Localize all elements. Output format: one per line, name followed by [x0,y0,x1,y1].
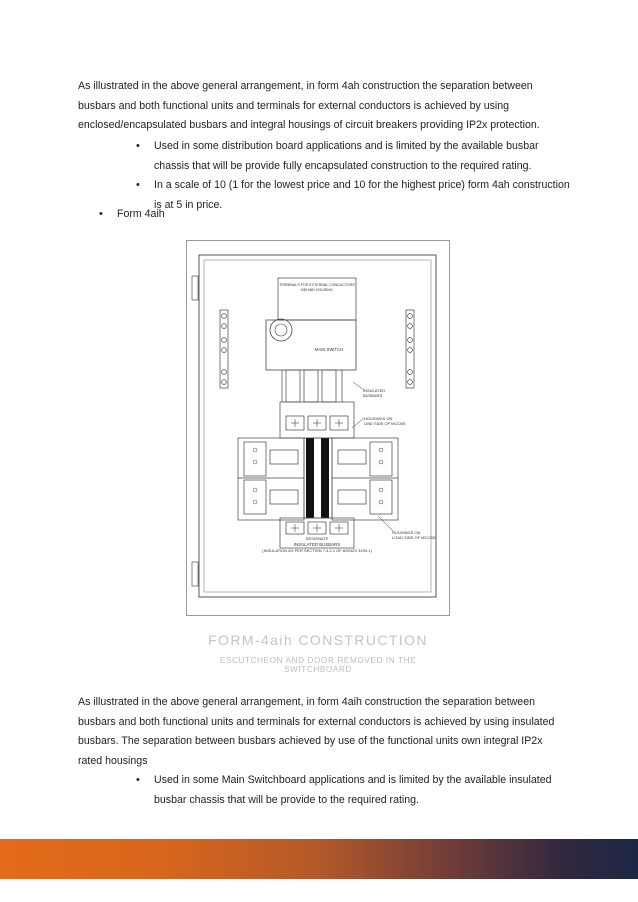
footer-gradient-bar [0,839,638,879]
paragraph-form-4aih: As illustrated in the above general arrangement, in form 4aih construction the separation between busbars and both functional units and terminals for external conductors is achieved by using insulated busbars. The separation between busbars achieved by use of the functional units own integral IP2x rated housings [78,696,555,767]
designate-label: DESIGNATE [305,536,329,541]
paragraph-form-4ah: As illustrated in the above general arrangement, in form 4ah construction the separation between busbars and both functional units and terminals for external conductors is achieved by using enclosed/encapsulated busbars and integral housings of circuit breakers providing IP2x protection. [78,80,540,132]
insulated-busbars-label: INSULATED BUSBARS [293,542,341,547]
housings-load-label-2: LOAD SIDE OF MCCBS [392,535,436,540]
busbars-label: BUSBARS [363,393,383,398]
form-4aih-diagram [186,240,450,616]
housings-line-label: HOUSINGS ON [364,416,393,421]
bullet-list-heading [117,205,417,225]
housings-line-label-2: LINE SIDE OF MCCBS [364,421,406,426]
figure-caption-title: FORM-4aih CONSTRUCTION [208,632,428,648]
main-switch-label: MAIN SWITCH [314,347,344,352]
list-item: • Used in some distribution board applications and is limited by the available busbar chassis that will be provide fully encapsulated construction to the required rating. [154,137,574,176]
terminals-label-2: BEHIND HOUSING [301,288,333,292]
bullet-list-4aih [154,771,574,810]
housings-load-label: HOUSINGS ON [392,530,421,535]
figure-caption-subtitle: ESCUTCHEON AND DOOR REMOVED IN THE SWITCHBOARD [219,656,417,674]
list-item: • Used in some Main Switchboard applications and is limited by the available insulated busbar chassis that will be provide to the required rating. [154,771,574,810]
list-item: • In a scale of 10 (1 for the lowest price and 10 for the highest price) form 4ah construction is at 5 in price. [154,176,574,215]
switchboard-drawing [186,240,450,616]
terminals-label: TERMINALS FOR EXTERNAL CONDUCTORS [279,283,355,287]
list-item-form-4aih: • Form 4aih [117,205,417,225]
insulated-label: INSULATED [363,388,386,393]
bullet-list-4ah [154,137,574,215]
insulation-note-label: (INSULATION AS PER SECTION 7.4.2.1 OF AS/NZS 3439.1) [262,548,372,553]
